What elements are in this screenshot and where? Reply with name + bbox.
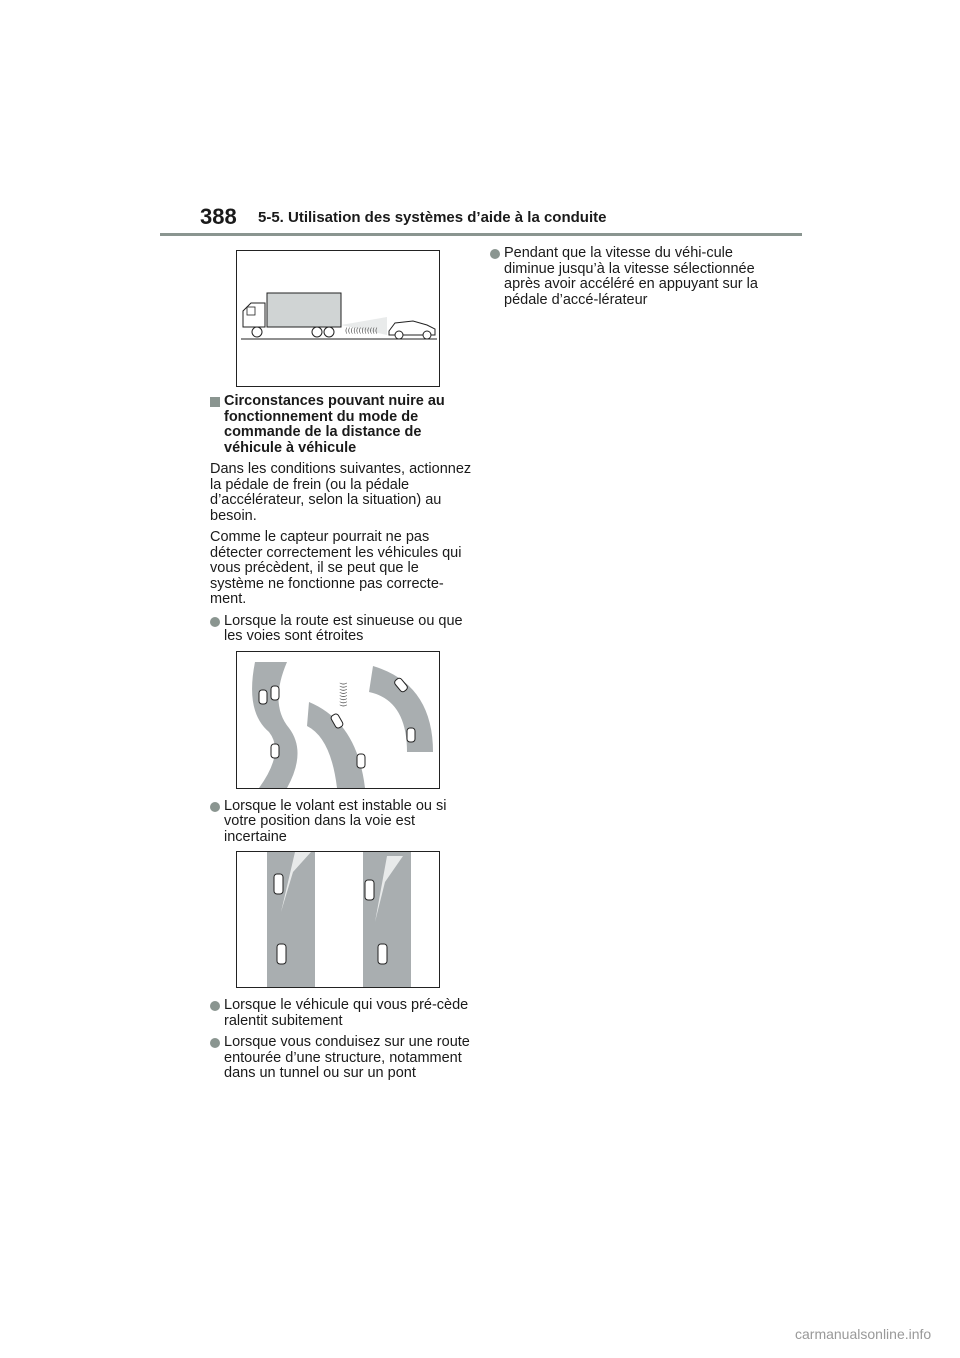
bullet-item (490, 246, 760, 308)
svg-text:((((((((((((: (((((((((((( (345, 327, 378, 335)
right-column (490, 246, 760, 314)
bullet-text: Lorsque vous conduisez sur une route entourée d’une structure, notamment dans un tunnel ou sur un pont (224, 1034, 470, 1081)
bullet-dot-icon (210, 617, 220, 627)
figure-straight-roads (236, 851, 440, 988)
paragraph-1: Dans les conditions suivantes, actionnez la pédale de frein (ou la pédale d’accélérateur, selon la situation) au besoin. (210, 461, 472, 524)
figure-curvy-roads (236, 651, 440, 789)
bullet-text: Pendant que la vitesse du véhi-cule diminue jusqu’à la vitesse sélectionnée après avoir accéléré en appuyant sur la pédale d’accé-lérateur (504, 245, 758, 308)
section-title: 5-5. Utilisation des systèmes d’aide à la conduite (258, 209, 607, 226)
svg-text:)))))))): )))))))) (339, 681, 348, 707)
figure-truck (236, 250, 440, 387)
bullet-text: Lorsque la route est sinueuse ou que les voies sont étroites (224, 612, 463, 644)
bullet-dot-icon (210, 802, 220, 812)
section-heading (210, 394, 472, 456)
heading-square-icon (210, 397, 220, 407)
left-column (210, 327, 472, 1088)
watermark: carmanualsonline.info (795, 1326, 932, 1342)
bullet-item (210, 1035, 472, 1082)
bullet-item (210, 614, 472, 645)
bullet-text: Lorsque le volant est instable ou si votre position dans la voie est incertaine (224, 797, 447, 845)
bullet-text: Lorsque le véhicule qui vous pré-cède ralentit subitement (224, 997, 469, 1029)
curvy-roads-illustration (237, 652, 439, 788)
truck-following-illustration (237, 251, 439, 386)
page-number: 388 (200, 204, 237, 229)
paragraph-2: Comme le capteur pourrait ne pas détecter correctement les véhicules qui vous précèdent, il se peut que le système ne fonctionne pas correcte-ment. (210, 529, 462, 607)
bullet-item (210, 998, 472, 1029)
bullet-dot-icon (210, 1001, 220, 1011)
bullet-dot-icon (210, 1038, 220, 1048)
section-heading-text: Circonstances pouvant nuire au fonctionnement du mode de commande de la distance de véhicule à véhicule (224, 393, 445, 456)
bullet-dot-icon (490, 249, 500, 259)
bullet-item (210, 799, 472, 846)
header-rule (160, 233, 802, 236)
straight-roads-illustration (237, 852, 439, 987)
